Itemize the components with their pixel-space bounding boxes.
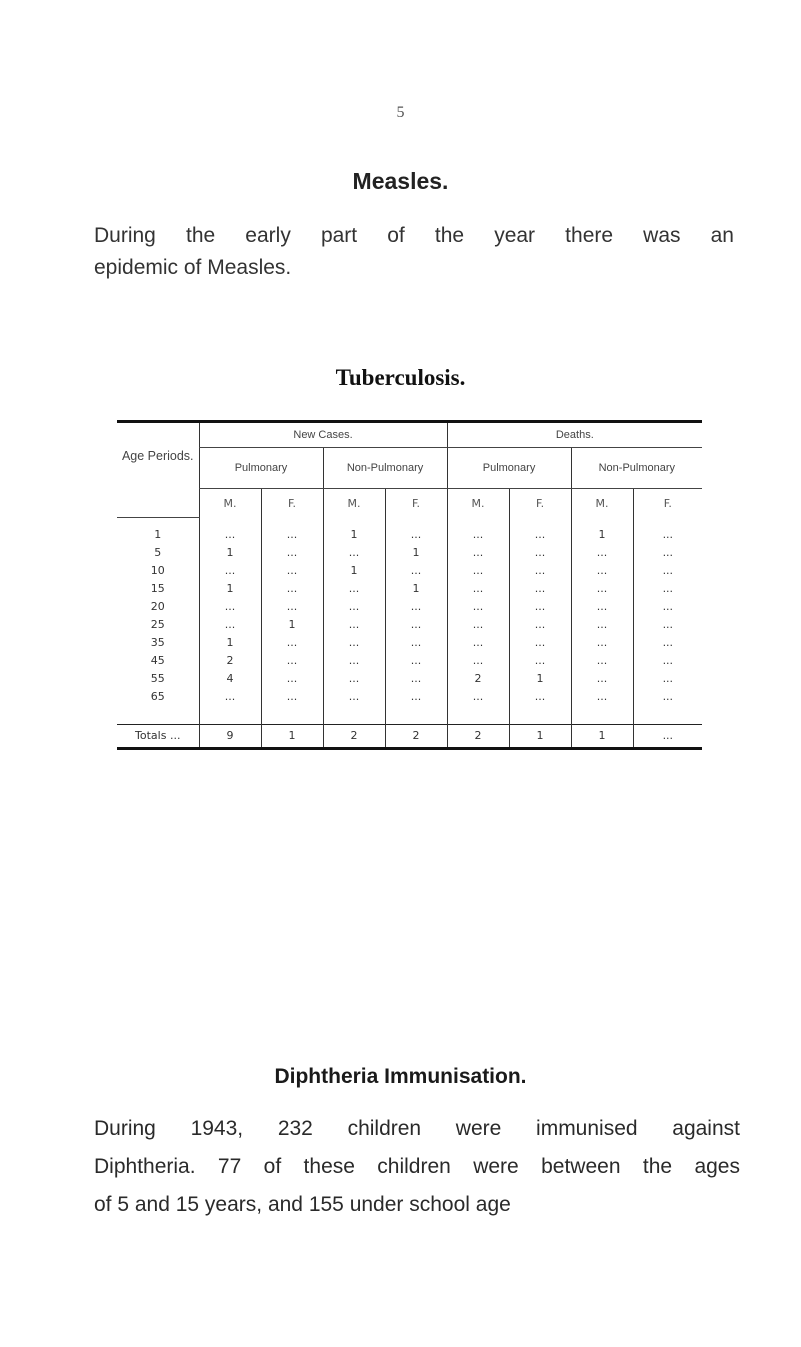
value-cell: 1	[323, 562, 385, 580]
age-cell: 45	[150, 654, 165, 667]
value-cell: ...	[385, 562, 447, 580]
value-cell: ...	[323, 616, 385, 634]
value-cell: ...	[261, 544, 323, 562]
header-m: M.	[571, 489, 633, 518]
value-cell: ...	[385, 688, 447, 706]
value-cell: ...	[571, 580, 633, 598]
value-cell: ...	[447, 652, 509, 670]
value-cell: ...	[447, 616, 509, 634]
value-cell: 1	[385, 580, 447, 598]
value-cell: ...	[633, 598, 702, 616]
age-cell: 65	[150, 690, 165, 703]
value-cell: ...	[385, 598, 447, 616]
totals-row	[117, 724, 702, 747]
value-cell: ...	[571, 634, 633, 652]
value-cell: ...	[261, 688, 323, 706]
header-m: M.	[323, 489, 385, 518]
total-cell: 2	[385, 724, 447, 747]
table-row	[117, 517, 702, 544]
table-row	[117, 616, 702, 634]
value-cell: ...	[571, 544, 633, 562]
header-age-periods: Age Periods.	[121, 448, 194, 463]
value-cell: ...	[261, 670, 323, 688]
table-row	[117, 634, 702, 652]
header-f: F.	[385, 489, 447, 518]
total-cell: 1	[571, 724, 633, 747]
value-cell: ...	[323, 670, 385, 688]
value-cell: ...	[633, 544, 702, 562]
age-cell: 35	[150, 636, 165, 649]
age-cell: 20	[150, 600, 165, 613]
table-row	[117, 598, 702, 616]
value-cell: ...	[509, 562, 571, 580]
tuberculosis-table	[117, 420, 702, 750]
value-cell: ...	[509, 652, 571, 670]
value-cell: ...	[385, 616, 447, 634]
table-spacer-row	[117, 706, 702, 725]
table-row	[117, 652, 702, 670]
value-cell: ...	[509, 544, 571, 562]
totals-label: Totals ...	[117, 724, 199, 747]
value-cell: ...	[633, 634, 702, 652]
header-new-non-pulmonary: Non-Pulmonary	[323, 448, 447, 489]
header-deaths-non-pulmonary: Non-Pulmonary	[571, 448, 702, 489]
table-row	[117, 544, 702, 562]
value-cell: ...	[323, 598, 385, 616]
value-cell: ...	[633, 580, 702, 598]
age-cell: 25	[150, 618, 165, 631]
value-cell: ...	[385, 634, 447, 652]
value-cell: ...	[509, 517, 571, 544]
value-cell: 2	[447, 670, 509, 688]
header-deaths: Deaths.	[447, 423, 702, 448]
value-cell: ...	[261, 634, 323, 652]
value-cell: 1	[323, 517, 385, 544]
header-m: M.	[199, 489, 261, 518]
value-cell: ...	[447, 634, 509, 652]
value-cell: ...	[323, 580, 385, 598]
value-cell: ...	[509, 616, 571, 634]
value-cell: ...	[323, 688, 385, 706]
value-cell: ...	[633, 688, 702, 706]
value-cell: 1	[385, 544, 447, 562]
value-cell: ...	[323, 652, 385, 670]
value-cell: ...	[447, 598, 509, 616]
measles-paragraph-line-2: epidemic of Measles.	[94, 256, 292, 279]
value-cell: 2	[199, 652, 261, 670]
measles-heading: Measles.	[352, 168, 449, 194]
age-cell: 1	[154, 528, 162, 541]
tuberculosis-heading: Tuberculosis.	[335, 365, 466, 390]
diphtheria-paragraph	[94, 1110, 740, 1224]
value-cell: ...	[509, 634, 571, 652]
total-cell: 2	[447, 724, 509, 747]
value-cell: ...	[571, 688, 633, 706]
value-cell: ...	[447, 517, 509, 544]
value-cell: ...	[633, 562, 702, 580]
total-cell: 1	[261, 724, 323, 747]
value-cell: ...	[199, 616, 261, 634]
value-cell: ...	[447, 562, 509, 580]
value-cell: ...	[509, 580, 571, 598]
diphtheria-line-3: of 5 and 15 years, and 155 under school age	[94, 1193, 511, 1216]
age-cell: 10	[150, 564, 165, 577]
value-cell: 1	[571, 517, 633, 544]
value-cell: ...	[385, 670, 447, 688]
value-cell: 4	[199, 670, 261, 688]
table-row	[117, 580, 702, 598]
total-cell: 9	[199, 724, 261, 747]
value-cell: ...	[261, 598, 323, 616]
value-cell: ...	[385, 652, 447, 670]
header-f: F.	[509, 489, 571, 518]
value-cell: ...	[571, 670, 633, 688]
page-number: 5	[396, 104, 405, 121]
age-cell: 5	[154, 546, 162, 559]
value-cell: 1	[199, 544, 261, 562]
total-cell: ...	[633, 724, 702, 747]
value-cell: ...	[261, 652, 323, 670]
value-cell: 1	[509, 670, 571, 688]
table-bottom-rule	[117, 747, 702, 750]
value-cell: ...	[199, 517, 261, 544]
value-cell: 1	[261, 616, 323, 634]
header-f: F.	[633, 489, 702, 518]
value-cell: ...	[509, 598, 571, 616]
header-deaths-pulmonary: Pulmonary	[447, 448, 571, 489]
age-cell: 55	[150, 672, 165, 685]
table-row	[117, 688, 702, 706]
measles-paragraph-line-1: During the early part of the year there was an	[94, 224, 734, 247]
value-cell: 1	[199, 634, 261, 652]
value-cell: ...	[385, 517, 447, 544]
value-cell: ...	[199, 562, 261, 580]
value-cell: ...	[509, 688, 571, 706]
value-cell: ...	[199, 688, 261, 706]
header-new-cases: New Cases.	[199, 423, 447, 448]
total-cell: 1	[509, 724, 571, 747]
total-cell: 2	[323, 724, 385, 747]
value-cell: ...	[261, 517, 323, 544]
diphtheria-heading: Diphtheria Immunisation.	[274, 1065, 527, 1088]
header-m: M.	[447, 489, 509, 518]
value-cell: ...	[571, 598, 633, 616]
value-cell: ...	[447, 544, 509, 562]
header-age-spacer	[117, 489, 199, 518]
value-cell: ...	[261, 562, 323, 580]
value-cell: ...	[633, 670, 702, 688]
value-cell: ...	[323, 634, 385, 652]
value-cell: ...	[323, 544, 385, 562]
diphtheria-line-2: Diphtheria. 77 of these children were between the ages	[94, 1155, 740, 1178]
value-cell: ...	[571, 616, 633, 634]
value-cell: ...	[447, 580, 509, 598]
table-row	[117, 562, 702, 580]
table-row	[117, 670, 702, 688]
value-cell: ...	[633, 652, 702, 670]
value-cell: 1	[199, 580, 261, 598]
value-cell: ...	[447, 688, 509, 706]
value-cell: ...	[571, 562, 633, 580]
value-cell: ...	[633, 616, 702, 634]
value-cell: ...	[571, 652, 633, 670]
header-f: F.	[261, 489, 323, 518]
value-cell: ...	[261, 580, 323, 598]
header-new-pulmonary: Pulmonary	[199, 448, 323, 489]
value-cell: ...	[633, 517, 702, 544]
age-cell: 15	[150, 582, 165, 595]
value-cell: ...	[199, 598, 261, 616]
diphtheria-line-1: During 1943, 232 children were immunised against	[94, 1117, 740, 1140]
